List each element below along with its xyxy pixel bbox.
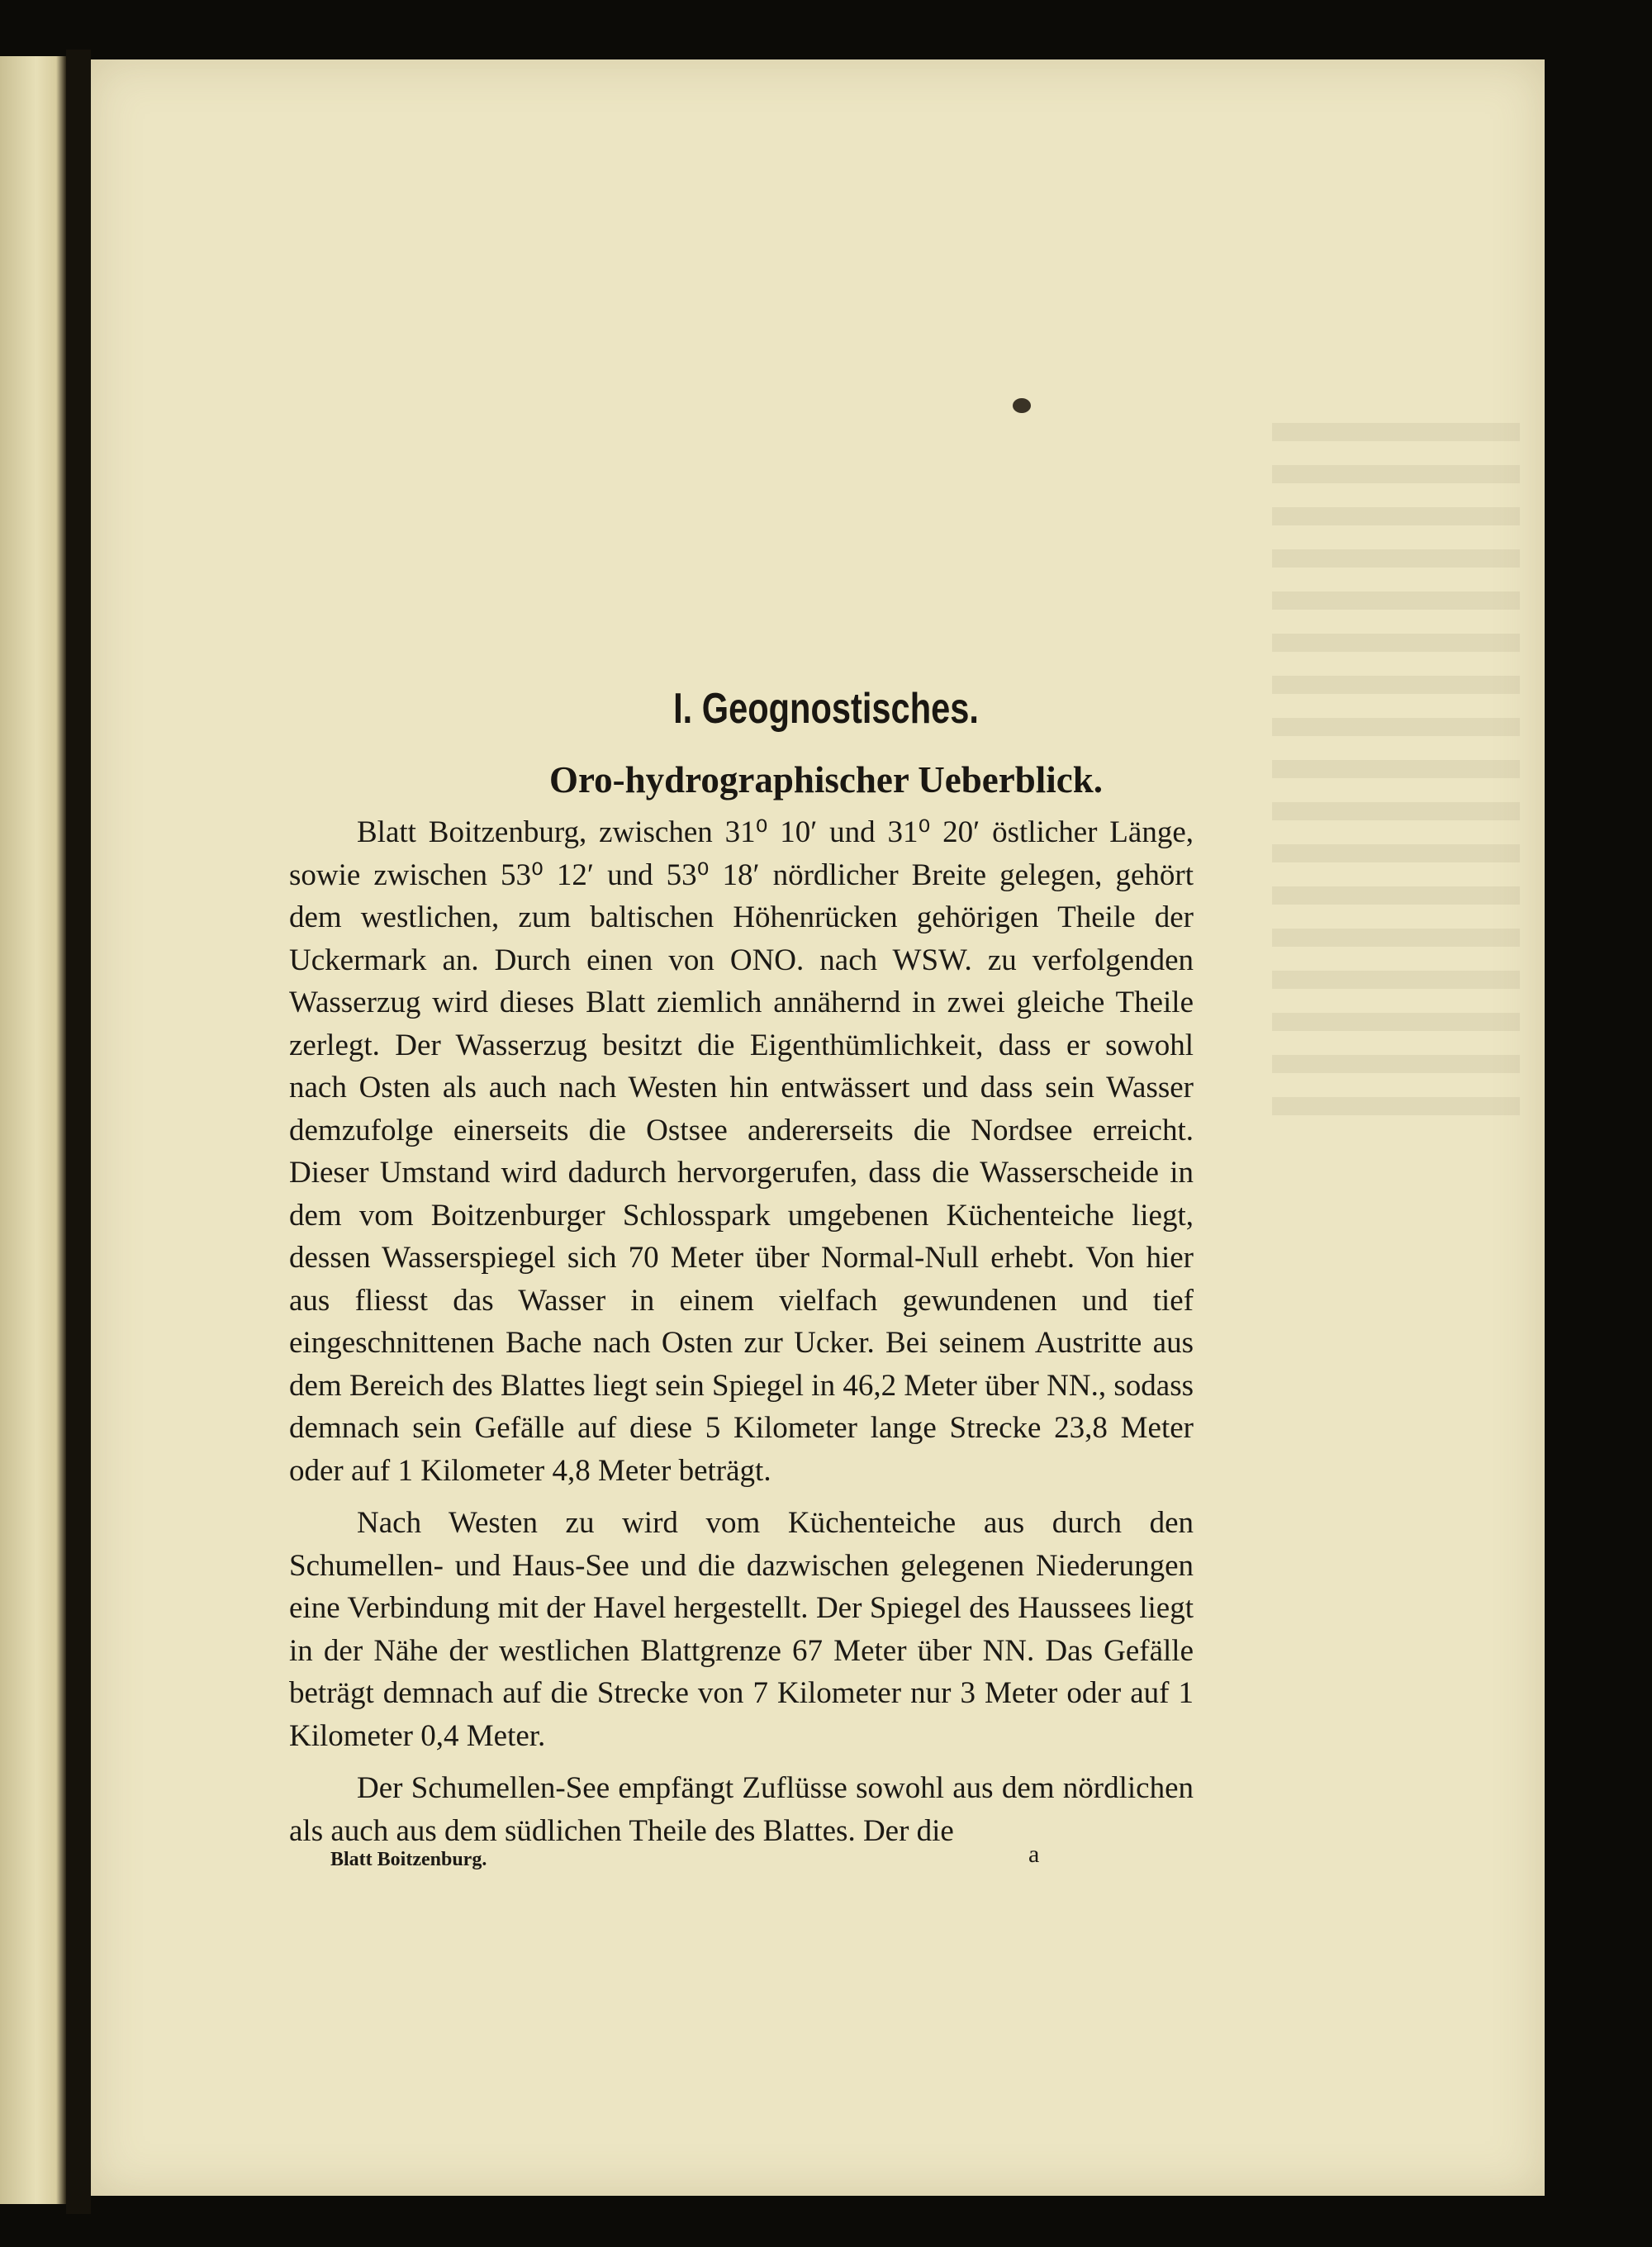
ink-spot bbox=[1013, 398, 1031, 413]
body-text bbox=[289, 811, 1194, 1862]
paragraph: Blatt Boitzenburg, zwischen 31⁰ 10′ und 31⁰ 20′ östlicher Länge, sowie zwischen 53⁰ 12′ und 53⁰ 18′ nördlicher Breite gelegen, gehört dem westlichen, zum baltischen Höhenrücken gehörigen Theile der Uckermark an. Durch einen von ONO. nach WSW. zu verfolgenden Wasserzug wird dieses Blatt ziemlich annähernd in zwei gleiche Theile zerlegt. Der Wasserzug besitzt die Eigenthümlichkeit, dass er sowohl nach Osten als auch nach Westen hin entwässert und dass sein Wasser demzufolge einerseits die Ostsee andererseits die Nordsee erreicht. Dieser Umstand wird dadurch hervorgerufen, dass die Wasserscheide in dem vom Boitzenburger Schlosspark umgebenen Küchenteiche liegt, dessen Wasserspiegel sich 70 Meter über Normal-Null erhebt. Von hier aus fliesst das Wasser in einem vielfach gewundenen und tief eingeschnittenen Bache nach Osten zur Ucker. Bei seinem Austritte aus dem Bereich des Blattes liegt sein Spiegel in 46,2 Meter über NN., sodass demnach sein Gefälle auf diese 5 Kilometer lange Strecke 23,8 Meter oder auf 1 Kilometer 4,8 Meter beträgt. bbox=[289, 815, 1194, 1488]
facing-page-edge bbox=[0, 56, 66, 2204]
book-gutter bbox=[66, 50, 91, 2214]
sub-heading: Oro-hydrographischer Ueberblick. bbox=[548, 759, 1103, 800]
footer-signature: Blatt Boitzenburg. bbox=[330, 1849, 487, 1870]
paragraph: Der Schumellen-See empfängt Zuflüsse sowohl aus dem nördlichen als auch aus dem südlichen Theile des Blattes. Der die bbox=[289, 1771, 1194, 1848]
footer-sheet-mark: a bbox=[1028, 1841, 1040, 1868]
paragraph: Nach Westen zu wird vom Küchenteiche aus durch den Schumellen- und Haus-See und die dazwischen gelegenen Niederungen eine Verbindung mit der Havel hergestellt. Der Spiegel des Haussees liegt in der Nähe der westlichen Blattgrenze 67 Meter über NN. Das Gefälle beträgt demnach auf die Strecke von 7 Kilometer nur 3 Meter oder auf 1 Kilometer 0,4 Meter. bbox=[289, 1506, 1194, 1753]
section-heading: I. Geognostisches. bbox=[673, 685, 979, 733]
